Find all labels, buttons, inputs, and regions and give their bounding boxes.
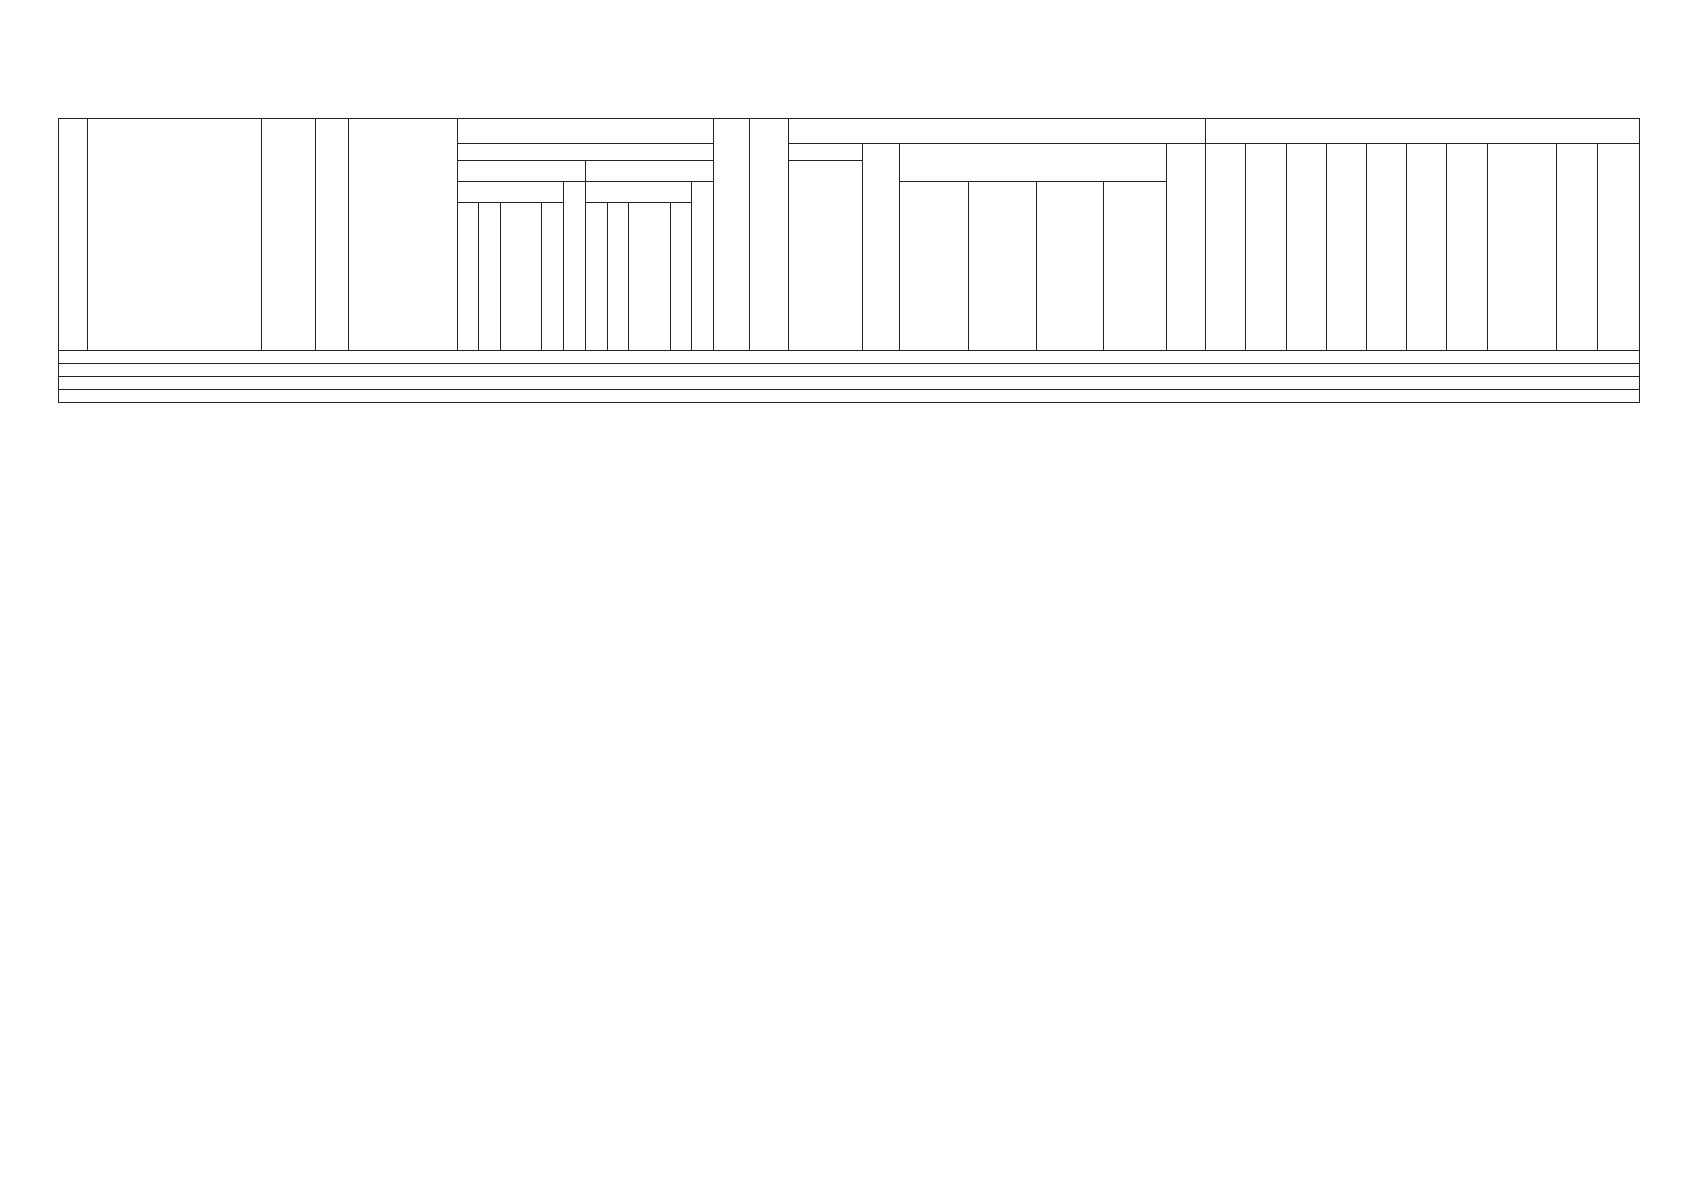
- header-budget: [1557, 144, 1598, 351]
- header-heat-load-after: [692, 182, 714, 351]
- header-heat-load-before: [564, 182, 586, 351]
- header-planned: [788, 144, 862, 161]
- header-laying-after: [670, 203, 692, 351]
- header-before: [457, 161, 585, 182]
- header-length-after: [629, 203, 670, 351]
- header-other-own: [1447, 144, 1487, 351]
- header-laying-before: [542, 203, 564, 351]
- header-leasing: [1407, 144, 1447, 351]
- header-tech-group: [457, 119, 713, 144]
- header-capacity-before: [479, 203, 501, 351]
- header-prefinanced: [862, 144, 899, 351]
- header-expenses-group: [788, 119, 1205, 144]
- header-heat-network-after: [585, 182, 691, 203]
- table-header: [59, 119, 1640, 351]
- header-financing-years: [899, 144, 1166, 182]
- header-heat-network-before: [457, 182, 563, 203]
- header-total-pir: [788, 161, 862, 351]
- header-capacity-after: [607, 203, 629, 351]
- group3-title: [59, 351, 1640, 364]
- header-year-2024: [969, 182, 1036, 351]
- investment-program-table: [58, 118, 1640, 403]
- group4-title: [59, 364, 1640, 377]
- header-year-2025: [1036, 182, 1103, 351]
- header-after: [585, 161, 713, 182]
- header-own-funds: [1326, 144, 1366, 351]
- header-sources-group: [1206, 119, 1640, 144]
- header-connection-fee: [1286, 144, 1326, 351]
- table-body-groups: [59, 351, 1640, 403]
- header-borrowed: [1487, 144, 1557, 351]
- header-year-start: [714, 119, 750, 351]
- header-other-sources: [1598, 144, 1640, 351]
- header-diameter-after: [585, 203, 607, 351]
- header-indicator-group: [457, 144, 713, 161]
- header-cadastral: [262, 119, 316, 351]
- header-name: [88, 119, 262, 351]
- header-amortization: [1206, 144, 1246, 351]
- header-num: [59, 119, 88, 351]
- header-length-before: [501, 203, 542, 351]
- header-profit: [1246, 144, 1286, 351]
- header-savings: [1367, 144, 1407, 351]
- subgroup52-title: [59, 390, 1640, 403]
- header-diameter-before: [457, 203, 479, 351]
- header-description: [349, 119, 458, 351]
- header-year-2026: [1104, 182, 1167, 351]
- header-object-type: [316, 119, 349, 351]
- group5-title: [59, 377, 1640, 390]
- header-remaining: [1167, 144, 1206, 351]
- header-year-end: [749, 119, 788, 351]
- header-year-2023: [899, 182, 969, 351]
